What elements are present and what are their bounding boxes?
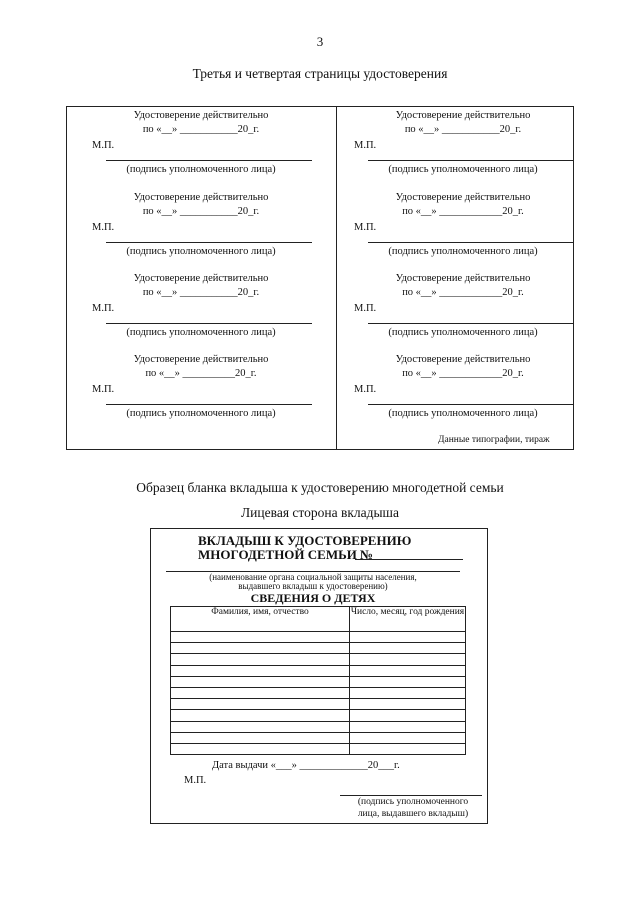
validity-date: по «__» __________20_г. <box>145 368 257 379</box>
name-cell[interactable] <box>171 643 350 654</box>
validity-date: по «__» ___________20_г. <box>404 124 522 135</box>
birthdate-cell[interactable] <box>350 743 466 754</box>
issue-date: Дата выдачи «___» _____________20___г. <box>212 760 400 771</box>
stamp-place: М.П. <box>354 140 377 151</box>
signature-line <box>368 160 574 161</box>
insert-signature-line <box>340 795 482 796</box>
insert-title-number: МНОГОДЕТНОЙ СЕМЬИ № <box>198 547 374 562</box>
validity-date: по «__» ____________20_г. <box>402 206 524 217</box>
table-row <box>171 643 466 654</box>
table-row <box>171 743 466 754</box>
validity-cell <box>336 271 590 351</box>
validity-text: Удостоверение действительно <box>133 192 269 203</box>
validity-text: Удостоверение действительно <box>395 273 531 284</box>
table-row <box>171 710 466 721</box>
stamp-place: М.П. <box>354 384 377 395</box>
birthdate-cell[interactable] <box>350 699 466 710</box>
name-cell[interactable] <box>171 687 350 698</box>
validity-text: Удостоверение действительно <box>395 354 531 365</box>
birthdate-cell[interactable] <box>350 687 466 698</box>
validity-cell <box>74 190 328 270</box>
validity-date: по «__» ____________20_г. <box>402 368 524 379</box>
validity-text: Удостоверение действительно <box>395 110 531 121</box>
insert-title: ВКЛАДЫШ К УДОСТОВЕРЕНИЮ <box>198 533 412 548</box>
signature-caption: (подпись уполномоченного лица) <box>126 408 276 419</box>
birthdate-cell[interactable] <box>350 665 466 676</box>
birthdate-cell[interactable] <box>350 643 466 654</box>
table-row <box>171 732 466 743</box>
signature-line <box>106 242 312 243</box>
authority-caption-2: выдавшего вкладыш к удостоверению) <box>238 581 388 591</box>
page-heading: Третья и четвертая страницы удостоверения <box>192 66 448 81</box>
front-side-heading: Лицевая сторона вкладыша <box>241 505 399 520</box>
table-header-row <box>171 607 466 632</box>
stamp-place: М.П. <box>92 140 115 151</box>
signature-caption: (подпись уполномоченного лица) <box>388 408 538 419</box>
column-header-birthdate: Число, месяц, год рождения <box>350 607 466 632</box>
name-cell[interactable] <box>171 676 350 687</box>
signature-caption: (подпись уполномоченного лица) <box>388 164 538 175</box>
stamp-place: М.П. <box>354 303 377 314</box>
children-table <box>170 606 466 755</box>
validity-cell <box>74 352 328 432</box>
signature-caption: (подпись уполномоченного лица) <box>388 327 538 338</box>
signature-line <box>368 242 574 243</box>
validity-cell <box>336 352 590 432</box>
stamp-place: М.П. <box>92 222 115 233</box>
birthdate-cell[interactable] <box>350 710 466 721</box>
insert-signature-caption-2: лица, выдавшего вкладыш) <box>357 809 469 819</box>
validity-date: по «__» ___________20_г. <box>142 287 260 298</box>
validity-date: по «__» ___________20_г. <box>142 124 260 135</box>
birthdate-cell[interactable] <box>350 632 466 643</box>
children-heading: СВЕДЕНИЯ О ДЕТЯХ <box>250 591 376 605</box>
birthdate-cell[interactable] <box>350 654 466 665</box>
signature-line <box>106 160 312 161</box>
validity-text: Удостоверение действительно <box>395 192 531 203</box>
signature-line <box>106 323 312 324</box>
insert-stamp-place: М.П. <box>184 775 207 786</box>
signature-line <box>368 404 574 405</box>
validity-date: по «__» ___________20_г. <box>142 206 260 217</box>
sample-heading: Образец бланка вкладыша к удостоверению многодетной семьи <box>136 480 504 495</box>
name-cell[interactable] <box>171 743 350 754</box>
signature-caption: (подпись уполномоченного лица) <box>388 246 538 257</box>
validity-cell <box>74 271 328 351</box>
birthdate-cell[interactable] <box>350 676 466 687</box>
table-row <box>171 665 466 676</box>
signature-caption: (подпись уполномоченного лица) <box>126 246 276 257</box>
table-row <box>171 654 466 665</box>
name-cell[interactable] <box>171 721 350 732</box>
signature-line <box>106 404 312 405</box>
validity-text: Удостоверение действительно <box>133 354 269 365</box>
stamp-place: М.П. <box>354 222 377 233</box>
insert-signature-caption: (подпись уполномоченного <box>357 797 469 807</box>
name-cell[interactable] <box>171 710 350 721</box>
signature-caption: (подпись уполномоченного лица) <box>126 327 276 338</box>
typography-note: Данные типографии, тираж <box>438 435 550 445</box>
stamp-place: М.П. <box>92 384 115 395</box>
validity-date: по «__» ____________20_г. <box>402 287 524 298</box>
stamp-place: М.П. <box>92 303 115 314</box>
signature-line <box>368 323 574 324</box>
signature-caption: (подпись уполномоченного лица) <box>126 164 276 175</box>
table-row <box>171 632 466 643</box>
table-row <box>171 699 466 710</box>
validity-cell <box>336 108 590 188</box>
validity-text: Удостоверение действительно <box>133 110 269 121</box>
birthdate-cell[interactable] <box>350 732 466 743</box>
name-cell[interactable] <box>171 632 350 643</box>
name-cell[interactable] <box>171 654 350 665</box>
insert-number-line <box>355 559 463 560</box>
validity-cell <box>336 190 590 270</box>
name-cell[interactable] <box>171 732 350 743</box>
column-header-name: Фамилия, имя, отчество <box>171 607 350 632</box>
validity-cell <box>74 108 328 188</box>
authority-caption: (наименование органа социальной защиты населения, <box>209 572 417 582</box>
table-row <box>171 687 466 698</box>
table-row <box>171 721 466 732</box>
birthdate-cell[interactable] <box>350 721 466 732</box>
name-cell[interactable] <box>171 665 350 676</box>
validity-text: Удостоверение действительно <box>133 273 269 284</box>
name-cell[interactable] <box>171 699 350 710</box>
page-number: 3 <box>316 34 324 49</box>
table-row <box>171 676 466 687</box>
